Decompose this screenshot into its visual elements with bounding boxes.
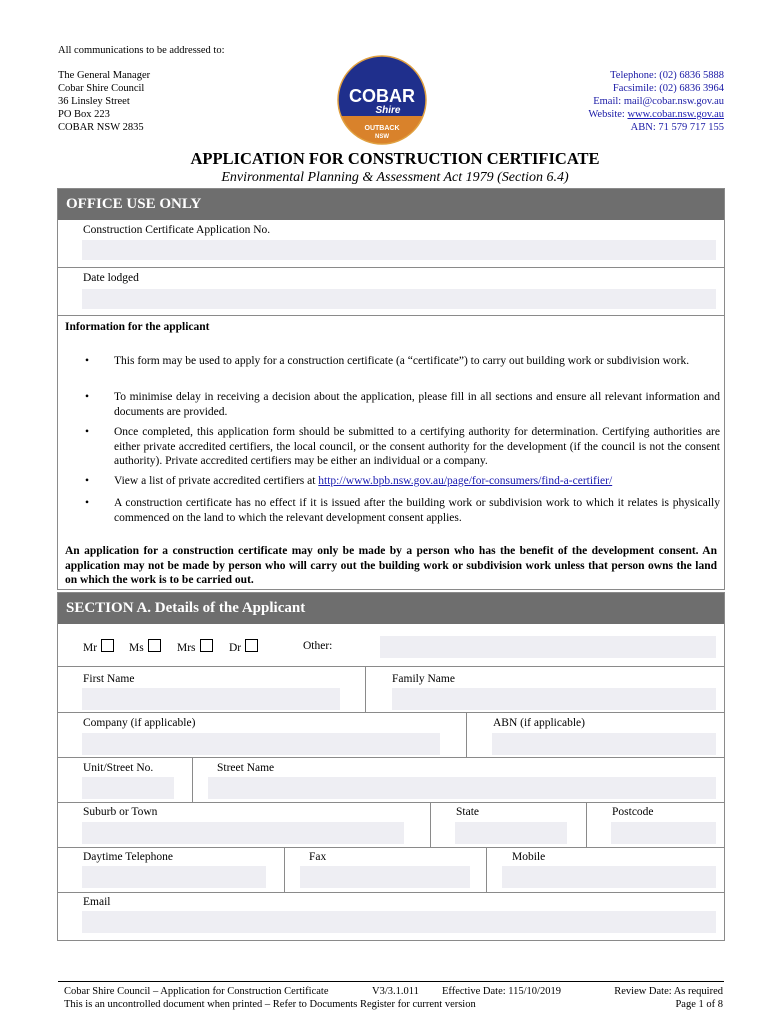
email-link[interactable]: mail@cobar.nsw.gov.au [623, 96, 724, 107]
title-mrs: Mrs [177, 639, 213, 654]
application-no-label: Construction Certificate Application No. [83, 224, 271, 236]
divider [58, 847, 724, 848]
mr-checkbox[interactable] [101, 639, 114, 652]
eligibility-notice: An application for a construction certificate may only be made by a person who has the benefit of the development consent. An application may not be made by person who will carry out the building work or subdivision work unless that person owns the land on which the work is to be carried out. [65, 545, 717, 586]
email-field[interactable] [82, 911, 716, 933]
street-name-field[interactable] [208, 777, 716, 799]
state-label: State [456, 806, 479, 818]
info-heading: Information for the applicant [65, 321, 210, 333]
mobile-label: Mobile [512, 851, 546, 863]
cobar-shire-logo [333, 54, 431, 146]
footer-version: V3/3.1.011 [372, 986, 419, 997]
footer-uncontrolled-notice: This is an uncontrolled document when printed – Refer to Documents Register for current version [64, 999, 476, 1010]
title-ms: Ms [129, 639, 161, 654]
communications-note: All communications to be addressed to: [58, 45, 225, 56]
daytime-telephone-label: Daytime Telephone [83, 851, 173, 863]
divider [365, 666, 366, 712]
divider [430, 802, 431, 848]
svg-text:Shire: Shire [375, 105, 401, 116]
title-dr: Dr [229, 639, 258, 654]
postcode-field[interactable] [611, 822, 716, 844]
divider [58, 892, 724, 893]
state-field[interactable] [455, 822, 567, 844]
mrs-checkbox[interactable] [200, 639, 213, 652]
first-name-label: First Name [83, 673, 135, 685]
email-label: Email [83, 896, 111, 908]
footer-effective-date: Effective Date: 115/10/2019 [442, 986, 561, 997]
address-line: Cobar Shire Council [58, 83, 145, 94]
svg-text:COBAR: COBAR [349, 86, 415, 106]
dr-checkbox[interactable] [245, 639, 258, 652]
divider [466, 712, 467, 758]
first-name-field[interactable] [82, 688, 340, 710]
list-item: • Once completed, this application form should be submitted to a certifying authority for determination. Certifying authorities are either private accredited certifiers, the local council, or the consent authority for the development (if the council is not the consent authority). Private accredited certifiers may be either an individual or a company. [85, 426, 720, 467]
facsimile: Facsimile: (02) 6836 3964 [612, 83, 724, 94]
company-field[interactable] [82, 733, 440, 755]
office-use-heading: OFFICE USE ONLY [58, 189, 724, 220]
footer-page-number: Page 1 of 8 [675, 999, 723, 1010]
other-title-label: Other: [303, 640, 333, 652]
footer-review-date: Review Date: As required [614, 986, 723, 997]
divider [58, 757, 724, 758]
email-line: Email: mail@cobar.nsw.gov.au [593, 96, 724, 107]
footer-rule [58, 981, 724, 982]
list-item: • View a list of private accredited certifiers at http://www.bpb.nsw.gov.au/page/for-consumers/find-a-certifier/ [85, 475, 613, 487]
abn-label: ABN (if applicable) [493, 717, 585, 729]
divider [486, 847, 487, 893]
svg-text:NSW: NSW [375, 134, 389, 140]
suburb-label: Suburb or Town [83, 806, 158, 818]
date-lodged-field[interactable] [82, 289, 716, 309]
other-title-field[interactable] [380, 636, 716, 658]
mobile-field[interactable] [502, 866, 716, 888]
address-line: PO Box 223 [58, 109, 110, 120]
divider [586, 802, 587, 848]
daytime-telephone-field[interactable] [82, 866, 266, 888]
title-mr: Mr [83, 639, 114, 654]
svg-text:OUTBACK: OUTBACK [364, 125, 400, 132]
address-line: 36 Linsley Street [58, 96, 130, 107]
website-line: Website: www.cobar.nsw.gov.au [588, 109, 724, 120]
divider [58, 712, 724, 713]
application-no-field[interactable] [82, 240, 716, 260]
website-link[interactable]: www.cobar.nsw.gov.au [627, 109, 724, 120]
suburb-field[interactable] [82, 822, 404, 844]
company-label: Company (if applicable) [83, 717, 196, 729]
fax-label: Fax [309, 851, 327, 863]
certifiers-link[interactable]: http://www.bpb.nsw.gov.au/page/for-consumers/find-a-certifier/ [318, 475, 613, 487]
divider [58, 315, 724, 316]
divider [284, 847, 285, 893]
page-title: APPLICATION FOR CONSTRUCTION CERTIFICATE [190, 149, 600, 168]
fax-field[interactable] [300, 866, 470, 888]
postcode-label: Postcode [612, 806, 654, 818]
family-name-label: Family Name [392, 673, 455, 685]
list-item: • This form may be used to apply for a construction certificate (a “certificate”) to carry out building work or subdivision work. [85, 355, 690, 367]
abn: ABN: 71 579 717 155 [630, 122, 724, 133]
address-line: COBAR NSW 2835 [58, 122, 144, 133]
telephone: Telephone: (02) 6836 5888 [610, 70, 724, 81]
address-line: The General Manager [58, 70, 151, 81]
list-item: • To minimise delay in receiving a decision about the application, please fill in all sections and ensure all relevant information and documents are provided. [85, 391, 720, 418]
postal-address [58, 69, 150, 134]
list-item: • A construction certificate has no effect if it is issued after the building work or subdivision work to which it relates is physically commenced on the land to which the relevant development consent applies. [85, 497, 720, 524]
divider [58, 267, 724, 268]
section-a-heading: SECTION A. Details of the Applicant [58, 593, 724, 624]
contact-details [588, 69, 724, 134]
divider [58, 802, 724, 803]
unit-street-no-label: Unit/Street No. [83, 762, 154, 774]
family-name-field[interactable] [392, 688, 716, 710]
unit-street-no-field[interactable] [82, 777, 174, 799]
footer-document-name: Cobar Shire Council – Application for Construction Certificate [64, 986, 329, 997]
divider [58, 666, 724, 667]
street-name-label: Street Name [217, 762, 275, 774]
page-subtitle: Environmental Planning & Assessment Act 1979 (Section 6.4) [221, 170, 569, 185]
divider [192, 757, 193, 803]
date-lodged-label: Date lodged [83, 272, 139, 284]
abn-field[interactable] [492, 733, 716, 755]
ms-checkbox[interactable] [148, 639, 161, 652]
